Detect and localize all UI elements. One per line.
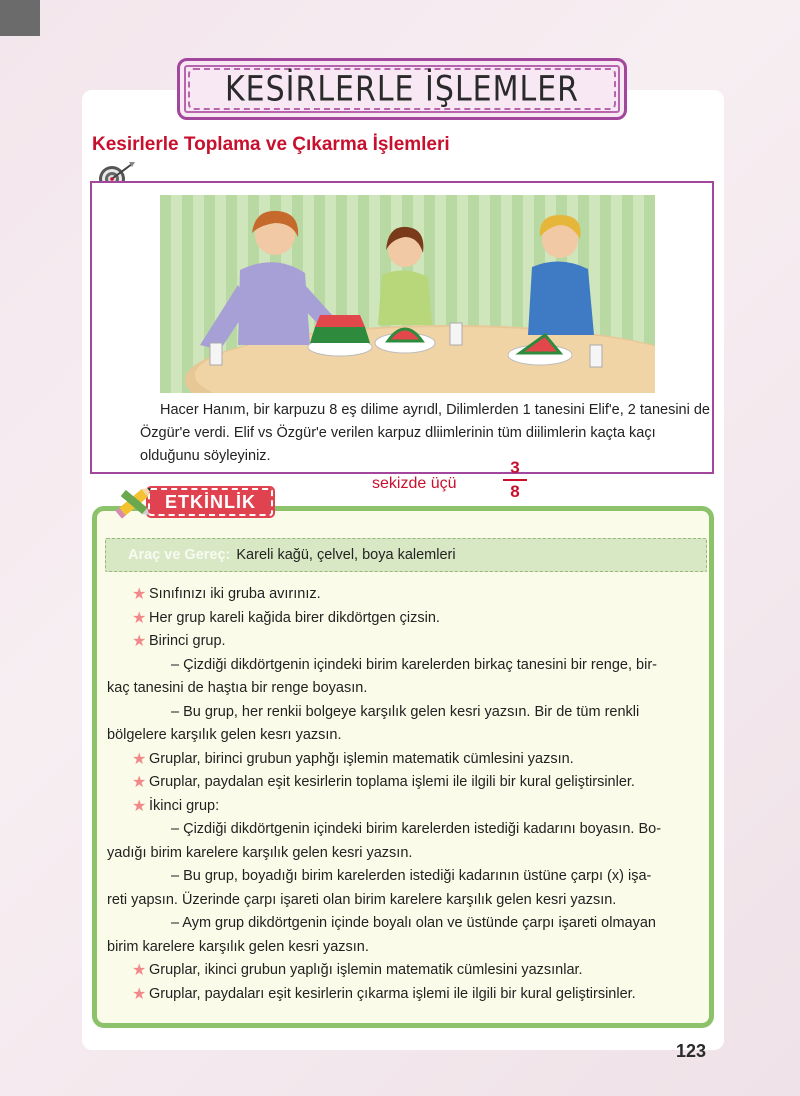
- instruction-line: [107, 771, 711, 795]
- instruction-text: – Bu grup, boyadığı birim karelerden istediği kadarının üstüne çarpı (x) işa-: [171, 868, 652, 884]
- corner-tab: [0, 0, 40, 36]
- page-number: 123: [676, 1041, 707, 1061]
- instruction-line: [107, 936, 711, 960]
- instruction-line: [107, 959, 711, 983]
- section-heading: Kesirlerle Toplama ve Çıkarma İşlemleri: [92, 134, 450, 155]
- instruction-line: [107, 724, 711, 748]
- instruction-text: Sınıfınızı iki gruba avırınız.: [149, 586, 321, 602]
- fraction-numerator: 3: [510, 458, 520, 477]
- star-icon: ★: [132, 633, 147, 650]
- instruction-line: [107, 818, 711, 842]
- instruction-text: Gruplar, paydalan eşit kesirlerin toplama işlemi ile ilgili bir kural geliştirsinler.: [149, 774, 635, 790]
- activity-badge: [108, 479, 278, 525]
- instruction-text: Gruplar, ikinci grubun yaplığı işlemin matematik cümlesini yazsınlar.: [149, 962, 583, 978]
- page-title: KESİRLERLE İŞLEMLER: [224, 68, 580, 110]
- instruction-text: Gruplar, birinci grubun yaphğı işlemin matematik cümlesini yazsın.: [149, 750, 574, 767]
- pencil-icon: [110, 479, 158, 525]
- tools-label: Araç ve Gereç:: [128, 547, 231, 563]
- star-icon: ★: [132, 774, 147, 791]
- activity-box: [92, 506, 714, 1028]
- activity-badge-label: ETKİNLİK: [148, 488, 273, 516]
- instruction-line: [107, 701, 711, 725]
- tools-value: Kareli kağü, çelvel, boya kalemleri: [236, 547, 456, 563]
- answer-fraction: [503, 458, 527, 502]
- story-text: Hacer Hanım, bir karpuzu 8 eş dilime ayrıdl, Dilimlerden 1 tanesini Elif'e, 2 tanesini de Özgür'e verdi. Elif vs Özgür'e verilen karpuz dliimlerinin tüm diilimlerin kaçta kaçı olduğunu söyleyiniz.: [140, 402, 710, 464]
- instruction-line: [107, 677, 711, 701]
- instruction-text: yadığı birim karelere karşılık gelen kesri yazsın.: [107, 844, 413, 861]
- instruction-text: Gruplar, paydaları eşit kesirlerin çıkarma işlemi ile ilgili bir kural geliştirsinler.: [149, 985, 636, 1002]
- instruction-text: İkinci grup:: [149, 797, 220, 814]
- instruction-text: – Bu grup, her renkii bolgeye karşılık gelen kesri yazsın. Bir de tüm renkli: [171, 703, 640, 720]
- instruction-line: [107, 912, 711, 936]
- instruction-line: [107, 983, 711, 1007]
- star-icon: ★: [132, 750, 147, 768]
- title-banner: [177, 58, 627, 120]
- instruction-text: – Çizdiği dikdörtgenin içindeki birim karelerden istediği kadarını boyasın. Bo-: [171, 821, 662, 837]
- instruction-line: [107, 630, 711, 654]
- star-icon: ★: [132, 985, 147, 1003]
- instruction-line: [107, 865, 711, 889]
- answer-note: sekizde üçü: [372, 475, 457, 492]
- instruction-text: birim karelere karşılık gelen kesri yazsın.: [107, 938, 369, 955]
- instruction-line: [107, 889, 711, 913]
- instruction-text: – Çizdiği dikdörtgenin içindeki birim karelerden birkaç tanesini bir renge, bir-: [171, 656, 657, 673]
- family-watermelon-illustration: [160, 195, 655, 393]
- story-box: [90, 181, 714, 474]
- instruction-line: [107, 654, 711, 678]
- instruction-line: [107, 842, 711, 866]
- instruction-line: [107, 607, 711, 631]
- instruction-line: [107, 795, 711, 819]
- instruction-line: [107, 583, 711, 607]
- instruction-list: [107, 583, 711, 1006]
- instruction-text: Birinci grup.: [149, 633, 226, 649]
- instruction-text: – Aym grup dikdörtgenin içinde boyalı olan ve üstünde çarpı işareti olmayan: [171, 915, 656, 931]
- instruction-text: bölgelere karşılık gelen kesrı yazsın.: [107, 727, 342, 743]
- star-icon: ★: [132, 586, 147, 603]
- instruction-text: reti yapsın. Üzerinde çarpı işareti olan birim karelere karşılık gelen kesri yazsın.: [107, 891, 617, 908]
- instruction-text: kaç tanesini de haştıa bir renge boyasın.: [107, 680, 368, 696]
- instruction-line: [107, 748, 711, 772]
- star-icon: ★: [132, 609, 147, 627]
- fraction-denominator: 8: [510, 482, 520, 501]
- tools-bar: [105, 538, 707, 572]
- instruction-text: Her grup kareli kağida birer dikdörtgen çizsin.: [149, 609, 440, 626]
- star-icon: ★: [132, 797, 147, 815]
- star-icon: ★: [132, 962, 147, 979]
- fraction-bar: [503, 479, 527, 481]
